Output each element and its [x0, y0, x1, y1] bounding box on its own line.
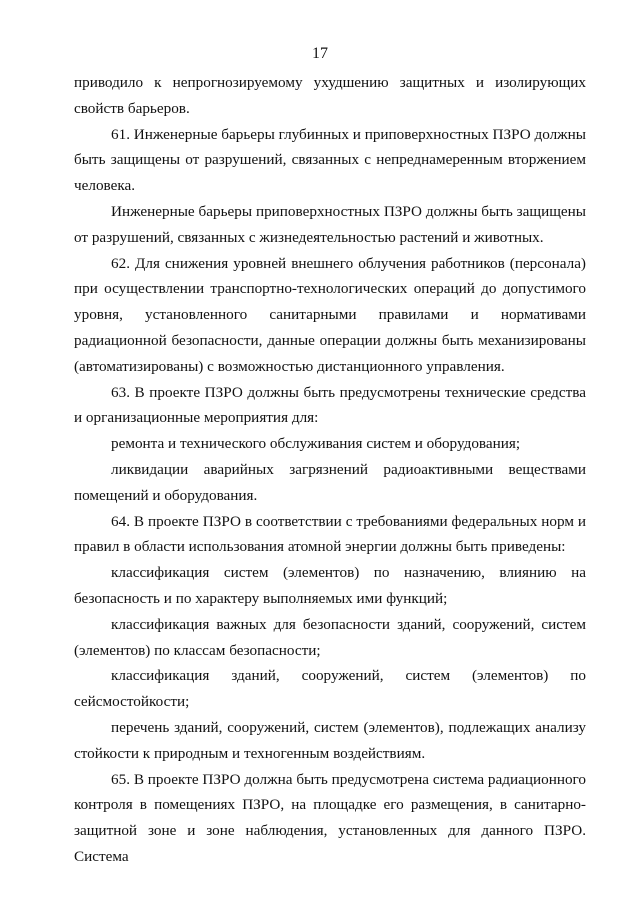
paragraph-64-item-2: классификация важных для безопасности зданий, сооружений, систем (элементов) по классам безопасности;: [74, 615, 586, 659]
paragraph-64-item-3: классификация зданий, сооружений, систем (элементов) по сейсмостойкости;: [74, 667, 586, 711]
paragraph-63-item-2: ликвидации аварийных загрязнений радиоактивными веществами помещений и оборудования.: [74, 460, 586, 504]
paragraph-63: 63. В проекте ПЗРО должны быть предусмотрены технические средства и организационные мероприятия для:: [74, 383, 586, 427]
paragraph-61: 61. Инженерные барьеры глубинных и приповерхностных ПЗРО должны быть защищены от разрушений, связанных с непреднамеренным вторжением человека.: [74, 125, 586, 195]
paragraph-65: 65. В проекте ПЗРО должна быть предусмотрена система радиационного контроля в помещениях ПЗРО, на площадке его размещения, в санитарно-защитной зоне и зоне наблюдения, установленных для данного ПЗРО. Система: [74, 770, 586, 865]
document-body: [74, 70, 586, 870]
paragraph-continuation: приводило к непрогнозируемому ухудшению защитных и изолирующих свойств барьеров.: [74, 74, 586, 117]
paragraph-62: 62. Для снижения уровней внешнего облучения работников (персонала) при осуществлении транспортно-технологических операций до допустимого уровня, установленного санитарными правилами и нормативами радиационной безопасности, данные операции должны быть механизированы (автоматизированы) с возможностью дистанционного управления.: [74, 254, 586, 375]
paragraph-64-item-1: классификация систем (элементов) по назначению, влиянию на безопасность и по характеру выполняемых ими функций;: [74, 564, 586, 607]
page-number: 17: [312, 45, 328, 62]
paragraph-64-item-4: перечень зданий, сооружений, систем (элементов), подлежащих анализу стойкости к природным и техногенным воздействиям.: [74, 718, 586, 762]
paragraph-64: 64. В проекте ПЗРО в соответствии с требованиями федеральных норм и правил в области использования атомной энергии должны быть приведены:: [74, 512, 586, 556]
paragraph-63-item-1: ремонта и технического обслуживания систем и оборудования;: [111, 435, 521, 453]
paragraph-61-second: Инженерные барьеры приповерхностных ПЗРО должны быть защищены от разрушений, связанных с жизнедеятельностью растений и животных.: [74, 202, 586, 246]
